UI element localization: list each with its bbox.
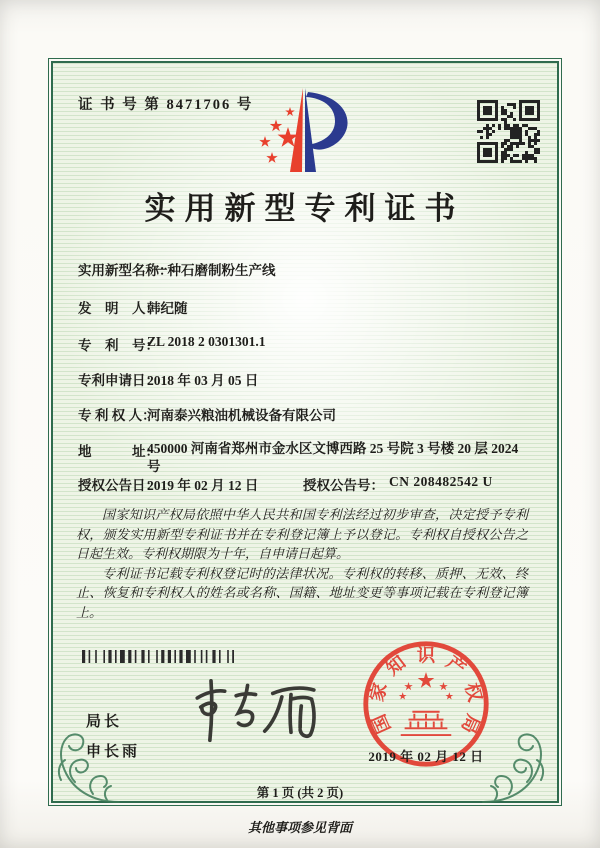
legal-paragraph: 国家知识产权局依照中华人民共和国专利法经过初步审查，决定授予专利权，颁发实用新型专利证书并在专利登记簿上予以登记。专利权自授权公告之日起生效。专利权期限为十年，自申请日起算。 <box>76 507 528 561</box>
field-row <box>78 259 276 279</box>
field-label: 实用新型名称： <box>78 263 173 278</box>
field-label: 地 址： <box>78 444 159 459</box>
field-label: 专 利 权 人： <box>78 408 156 423</box>
field-row <box>78 440 519 474</box>
director-signature-icon <box>192 674 342 754</box>
svg-text:产: 产 <box>442 652 470 680</box>
qr-code-icon <box>477 100 540 163</box>
legal-paragraph: 专利证书记载专利权登记时的法律状况。专利权的转移、质押、无效、终止、恢复和专利权人的姓名或名称、国籍、地址变更等事项记载在专利登记簿上。 <box>76 565 528 620</box>
field-row <box>78 297 188 317</box>
field-label: 专利申请日： <box>78 373 159 388</box>
field-value: 韩纪随 <box>147 301 188 316</box>
field-label: 授权公告日： <box>78 478 159 493</box>
barcode-icon <box>82 650 234 663</box>
field-label: 授权公告号： <box>303 478 384 493</box>
field-value: 2018 年 03 月 05 日 <box>147 373 259 388</box>
svg-text:家: 家 <box>366 680 391 704</box>
svg-text:识: 识 <box>416 645 436 666</box>
officer-title: 局长 <box>86 714 123 730</box>
field-label: 专 利 号： <box>78 338 159 353</box>
field-value: 一种石磨制粉生产线 <box>154 263 276 278</box>
field-row <box>78 474 259 494</box>
field-label: 发 明 人： <box>78 301 159 316</box>
field-value: 2019 年 02 月 12 日 <box>147 478 259 493</box>
cnipa-logo-icon <box>250 84 364 176</box>
legal-text <box>76 505 528 622</box>
svg-text:权: 权 <box>461 680 486 704</box>
field-value: 河南泰兴粮油机械设备有限公司 <box>147 408 336 423</box>
svg-text:局: 局 <box>457 711 484 737</box>
page-number: 第 1 页 (共 2 页) <box>256 786 344 800</box>
field-value: CN 208482542 U <box>389 474 493 489</box>
field-value: ZL 2018 2 0301301.1 <box>147 334 266 349</box>
officer-name: 申长雨 <box>86 744 141 760</box>
seal-date: 2019 年 02 月 12 日 <box>368 749 484 764</box>
svg-text:知: 知 <box>382 652 410 680</box>
certificate-title: 实用新型专利证书 <box>144 191 465 226</box>
field-row <box>78 334 266 354</box>
back-note: 其他事项参见背面 <box>247 820 352 835</box>
field-row <box>78 369 259 389</box>
field-value: 450000 河南省郑州市金水区文博西路 25 号院 3 号楼 20 层 2024 号 <box>147 441 519 474</box>
field-row <box>78 404 336 424</box>
certificate-number: 证 书 号 第 8471706 号 <box>78 97 254 113</box>
svg-text:国: 国 <box>368 711 395 737</box>
